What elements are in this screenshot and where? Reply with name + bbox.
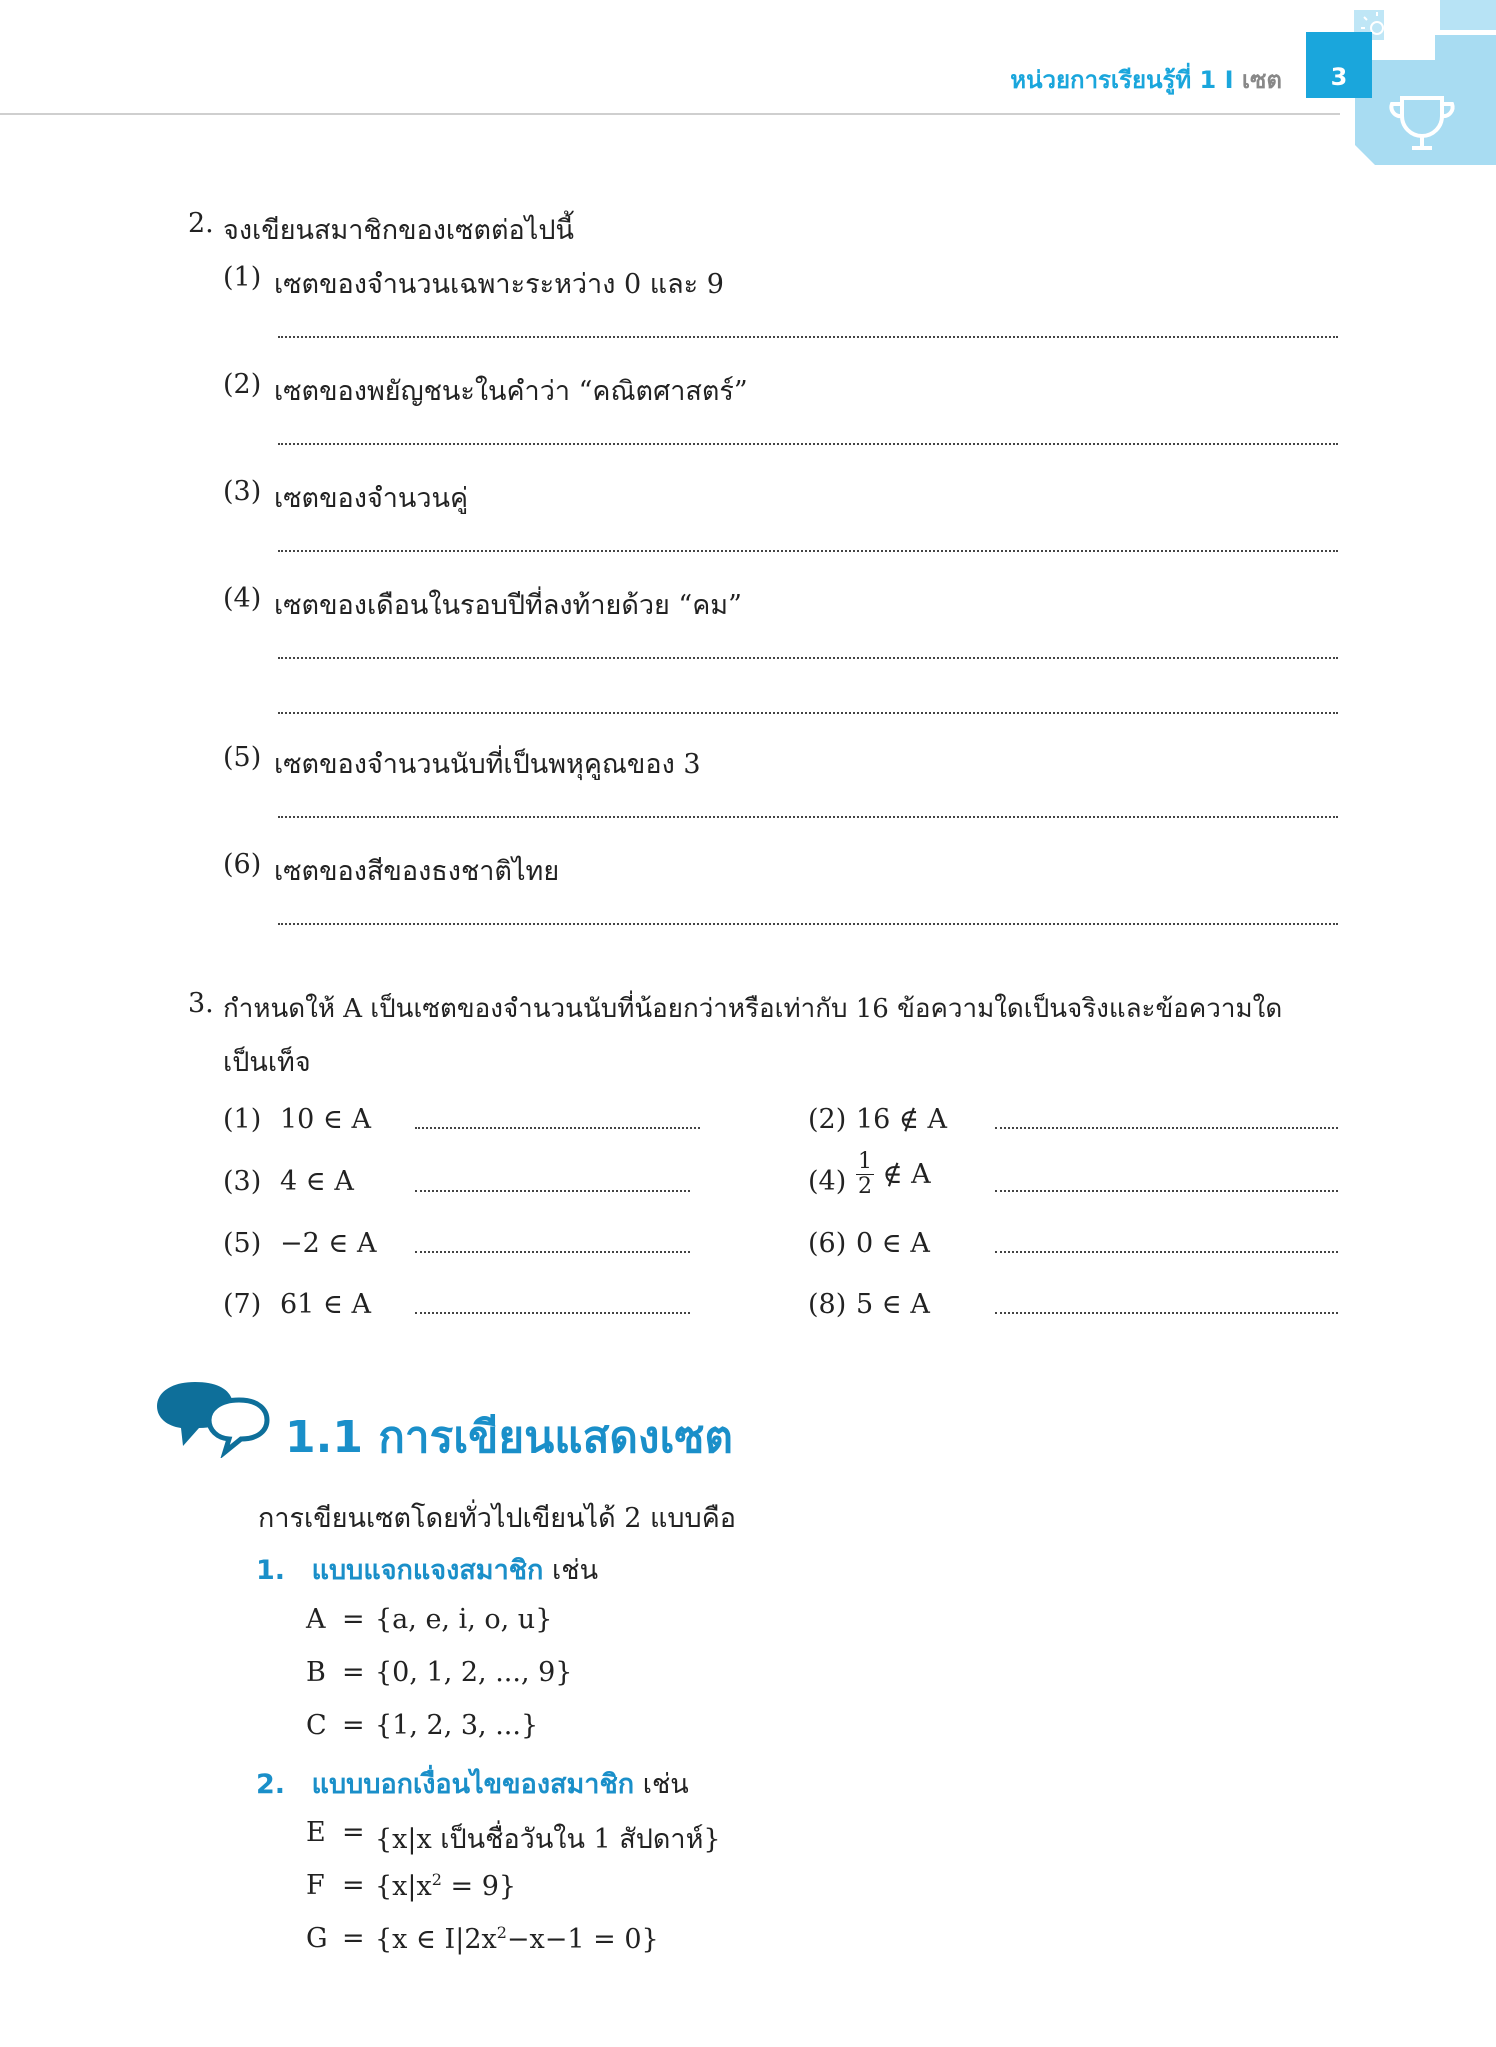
q2-text: จงเขียนสมาชิกของเซตต่อไปนี้ xyxy=(223,215,574,246)
running-header xyxy=(1010,60,1282,99)
example-set-lhs: G xyxy=(306,1923,328,1954)
fraction-numerator: 1 xyxy=(858,1149,872,1174)
example-set-rhs: {0, 1, 2, ..., 9} xyxy=(375,1657,573,1688)
q2-item-text: เซตของจำนวนคู่ xyxy=(274,483,469,514)
equals-sign: = xyxy=(342,1817,365,1848)
q3-item-expr-fraction xyxy=(856,1150,931,1199)
answer-line xyxy=(415,1251,690,1253)
example-set-lhs: B xyxy=(306,1657,326,1688)
method1-number: 1. xyxy=(256,1555,286,1586)
q2-item-text: เซตของจำนวนเฉพาะระหว่าง 0 และ 9 xyxy=(274,269,724,300)
section-title: 1.1 การเขียนแสดงเซต xyxy=(285,1412,733,1463)
example-set-lhs: E xyxy=(306,1817,326,1848)
example-set-rhs: {a, e, i, o, u} xyxy=(375,1604,553,1635)
q2-item-text: เซตของจำนวนนับที่เป็นพหุคูณของ 3 xyxy=(274,749,701,780)
answer-line xyxy=(415,1127,700,1129)
example-set-lhs: A xyxy=(306,1604,326,1635)
chat-bubbles-graphic xyxy=(155,1378,275,1458)
example-set-lhs: F xyxy=(306,1870,325,1901)
section-intro: การเขียนเซตโดยทั่วไปเขียนได้ 2 แบบคือ xyxy=(258,1503,736,1534)
header-rule xyxy=(0,113,1340,115)
answer-line xyxy=(995,1190,1338,1192)
example-set-rhs xyxy=(375,1923,659,1955)
q2-item-text: เซตของสีของธงชาติไทย xyxy=(274,856,560,887)
q3-item-num: (5) xyxy=(223,1228,262,1259)
method2-suffix: เช่น xyxy=(642,1769,689,1800)
q3-number: 3. xyxy=(188,988,214,1019)
q3-item-num: (4) xyxy=(808,1166,847,1197)
q3-item-expr: 10 ∈ A xyxy=(280,1104,372,1135)
exponent: 2 xyxy=(431,1870,442,1889)
fraction-denominator: 2 xyxy=(858,1174,872,1199)
q2-item-num: (5) xyxy=(223,742,262,773)
exponent: 2 xyxy=(496,1923,507,1942)
answer-line xyxy=(995,1312,1338,1314)
q2-item-text: เซตของพยัญชนะในคำว่า “คณิตศาสตร์” xyxy=(274,376,748,407)
method1-suffix: เช่น xyxy=(552,1555,599,1586)
q2-item-num: (3) xyxy=(223,476,262,507)
answer-line xyxy=(278,657,1338,659)
answer-line xyxy=(415,1312,690,1314)
unit-subtitle: เซต xyxy=(1241,66,1282,94)
answer-line xyxy=(995,1127,1338,1129)
equals-sign: = xyxy=(342,1657,365,1688)
q3-item-num: (1) xyxy=(223,1104,262,1135)
q2-item-num: (4) xyxy=(223,583,262,614)
q3-item-expr: 61 ∈ A xyxy=(280,1289,372,1320)
q2-number: 2. xyxy=(188,208,214,239)
answer-line xyxy=(278,712,1338,714)
example-set-rhs: {1, 2, 3, ...} xyxy=(375,1710,539,1741)
q3-item-expr: −2 ∈ A xyxy=(280,1228,377,1259)
page-number: 3 xyxy=(1306,32,1372,98)
q3-item-num: (6) xyxy=(808,1228,847,1259)
example-set-rhs: {x|x เป็นชื่อวันใน 1 สัปดาห์} xyxy=(375,1824,721,1855)
rhs-part: {x|x xyxy=(375,1871,432,1902)
q3-item-num: (8) xyxy=(808,1289,847,1320)
method2-title: แบบบอกเงื่อนไขของสมาชิก xyxy=(311,1769,635,1800)
q3-item-num: (7) xyxy=(223,1289,262,1320)
q3-item-expr: 4 ∈ A xyxy=(280,1166,354,1197)
q3-item-expr: 5 ∈ A xyxy=(856,1289,930,1320)
method2-heading xyxy=(256,1762,689,1805)
q2-item-num: (2) xyxy=(223,369,262,400)
example-set-lhs: C xyxy=(306,1710,327,1741)
q3-text-line1: กำหนดให้ A เป็นเซตของจำนวนนับที่น้อยกว่าหรือเท่ากับ 16 ข้อความใดเป็นจริงและข้อความใด xyxy=(223,994,1283,1024)
equals-sign: = xyxy=(342,1870,365,1901)
unit-title: หน่วยการเรียนรู้ที่ 1 xyxy=(1010,66,1217,94)
method1-heading xyxy=(256,1548,598,1591)
answer-line xyxy=(415,1190,690,1192)
q2-item-text: เซตของเดือนในรอบปีที่ลงท้ายด้วย “คม” xyxy=(274,590,742,621)
q3-item-num: (3) xyxy=(223,1166,262,1197)
example-set-rhs xyxy=(375,1870,516,1902)
equals-sign: = xyxy=(342,1604,365,1635)
q2-item-num: (6) xyxy=(223,849,262,880)
rhs-part: −x−1 = 0} xyxy=(506,1924,659,1955)
answer-line xyxy=(995,1251,1338,1253)
q3-item-expr: ∉ A xyxy=(882,1159,931,1190)
answer-line xyxy=(278,443,1338,445)
q3-item-num: (2) xyxy=(808,1104,847,1135)
q3-item-expr: 0 ∈ A xyxy=(856,1228,930,1259)
rhs-part: = 9} xyxy=(441,1871,517,1902)
answer-line xyxy=(278,816,1338,818)
q3-text-line2: เป็นเท็จ xyxy=(223,1047,311,1078)
fraction xyxy=(856,1150,874,1199)
q3-item-expr: 16 ∉ A xyxy=(856,1104,948,1135)
header-separator: I xyxy=(1224,66,1234,94)
method2-number: 2. xyxy=(256,1769,286,1800)
rhs-part: {x ∈ I|2x xyxy=(375,1924,497,1955)
answer-line xyxy=(278,336,1338,338)
q2-item-num: (1) xyxy=(223,262,262,293)
equals-sign: = xyxy=(342,1923,365,1954)
chat-bubbles-icon xyxy=(155,1378,275,1458)
answer-line xyxy=(278,550,1338,552)
equals-sign: = xyxy=(342,1710,365,1741)
answer-line xyxy=(278,923,1338,925)
method1-title: แบบแจกแจงสมาชิก xyxy=(311,1555,544,1586)
